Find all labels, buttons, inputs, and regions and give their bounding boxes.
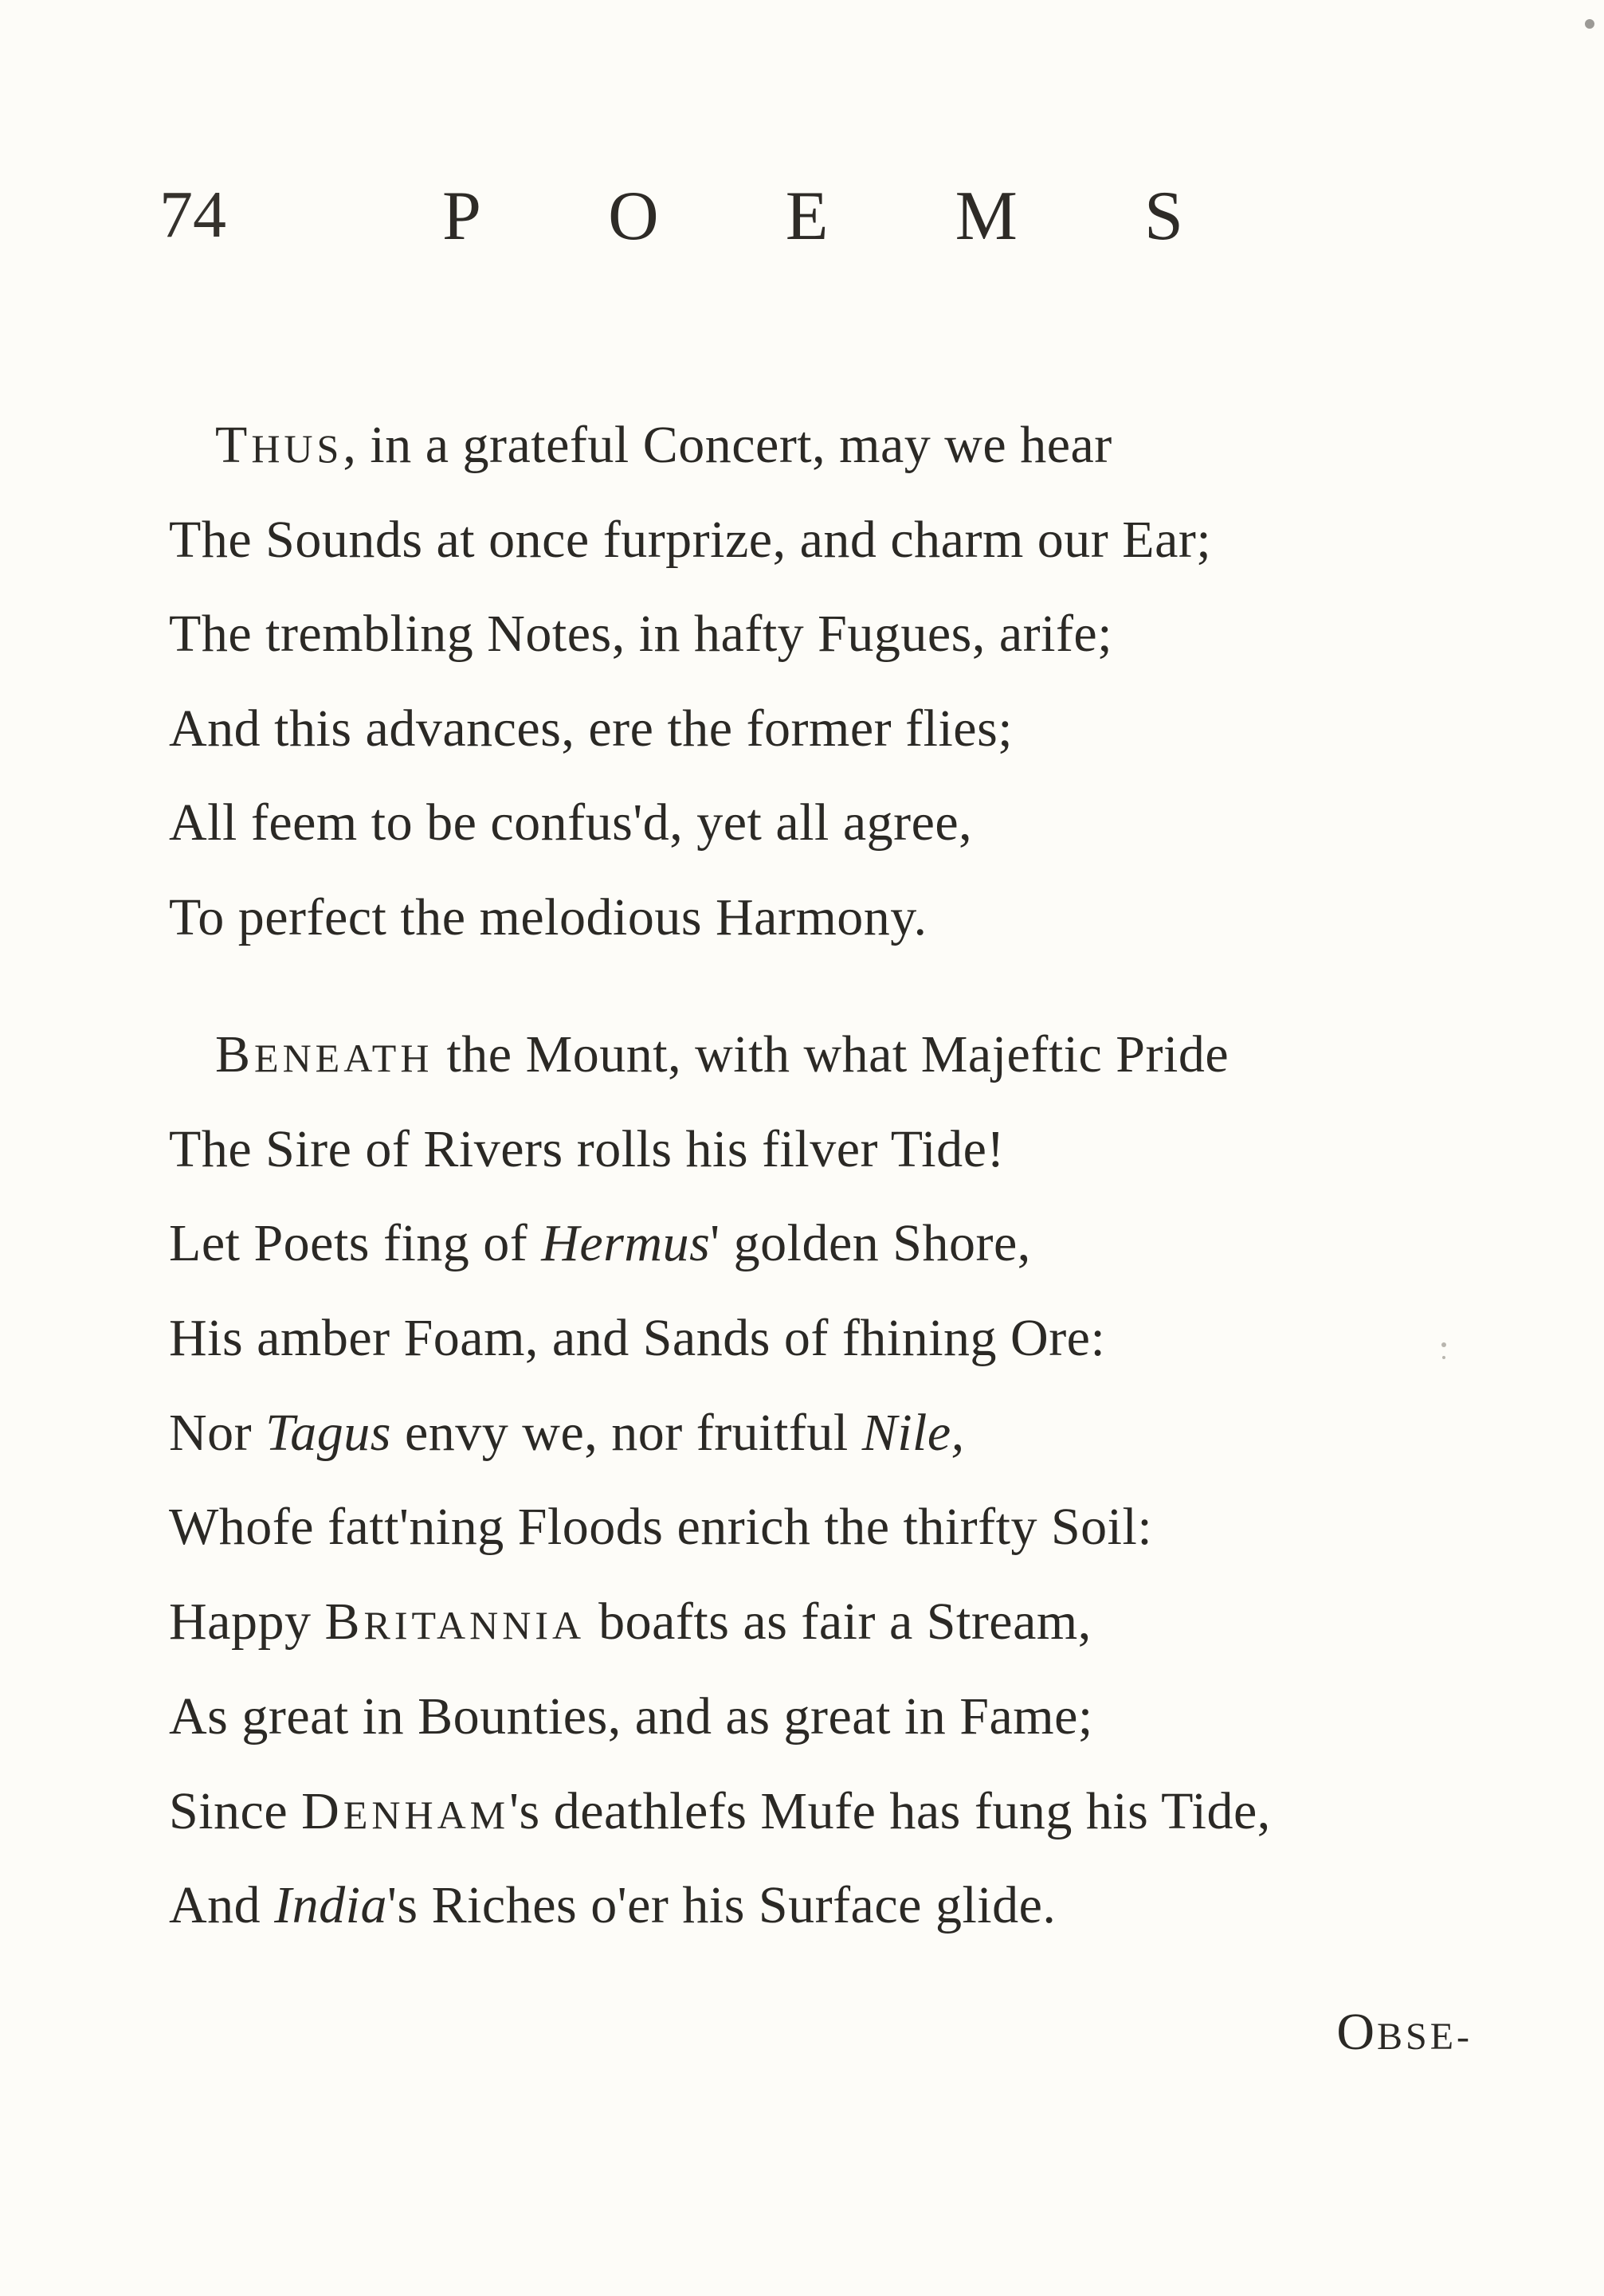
running-head-letter: S: [1144, 178, 1183, 255]
verse-text: Let Poets fing of: [169, 1214, 542, 1273]
verse-text: boafts as fair a Stream,: [585, 1593, 1092, 1651]
verse-line: The Sire of Rivers rolls his filver Tide!: [169, 1119, 1005, 1178]
running-head-letter: O: [608, 178, 659, 255]
paper-speck: [1441, 1342, 1446, 1347]
verse-line: And this advances, ere the former flies;: [169, 699, 1014, 758]
italic-name: Tagus: [265, 1403, 391, 1462]
verse-line: To perfect the melodious Harmony.: [169, 887, 927, 946]
small-caps-word: ENEATH: [254, 1036, 433, 1080]
verse-text: Nor: [169, 1403, 266, 1462]
small-caps-word: ENHAM: [343, 1792, 510, 1837]
small-caps-word: BSE-: [1376, 2016, 1473, 2058]
italic-name: Hermus: [541, 1214, 711, 1273]
verse-text: ' golden Shore,: [710, 1214, 1031, 1273]
running-head-letter: M: [955, 178, 1018, 255]
verse-text: And: [169, 1876, 275, 1935]
small-caps-initial: D: [301, 1781, 343, 1840]
verse-line: The Sounds at once furprize, and charm our Ear;: [169, 510, 1212, 569]
verse-text: 's deathlefs Mufe has fung his Tide,: [509, 1781, 1271, 1840]
verse-text: envy we, nor fruitful: [391, 1403, 862, 1462]
small-caps-word: HUS: [251, 426, 343, 471]
small-caps-word: RITANNIA: [363, 1603, 586, 1648]
running-head-letter: E: [785, 178, 829, 255]
paper-speck: [1442, 1356, 1445, 1359]
small-caps-initial: T: [215, 416, 252, 474]
italic-name: Nile,: [861, 1403, 965, 1462]
small-caps-initial: O: [1336, 2003, 1377, 2061]
verse-line: Whofe fatt'ning Floods enrich the thirfty Soil:: [169, 1498, 1153, 1557]
verse-line: All feem to be confus'd, yet all agree,: [169, 793, 973, 852]
small-caps-initial: B: [215, 1025, 255, 1083]
paper-speck: [1585, 19, 1594, 29]
verse-text: Happy: [169, 1593, 325, 1651]
italic-name: India: [274, 1876, 387, 1935]
verse-text: the Mount, with what Majeftic Pride: [433, 1025, 1229, 1083]
small-caps-initial: B: [324, 1593, 364, 1651]
verse-line: The trembling Notes, in hafty Fugues, arife;: [169, 605, 1113, 663]
page-number: 74: [159, 178, 226, 252]
running-head-letter: P: [442, 178, 481, 255]
verse-line: His amber Foam, and Sands of fhining Ore:: [169, 1309, 1106, 1368]
verse-text: , in a grateful Concert, may we hear: [343, 416, 1112, 474]
verse-text: 's Riches o'er his Surface glide.: [387, 1876, 1057, 1935]
verse-line: As great in Bounties, and as great in Fame;: [169, 1687, 1093, 1746]
verse-text: Since: [169, 1781, 302, 1840]
